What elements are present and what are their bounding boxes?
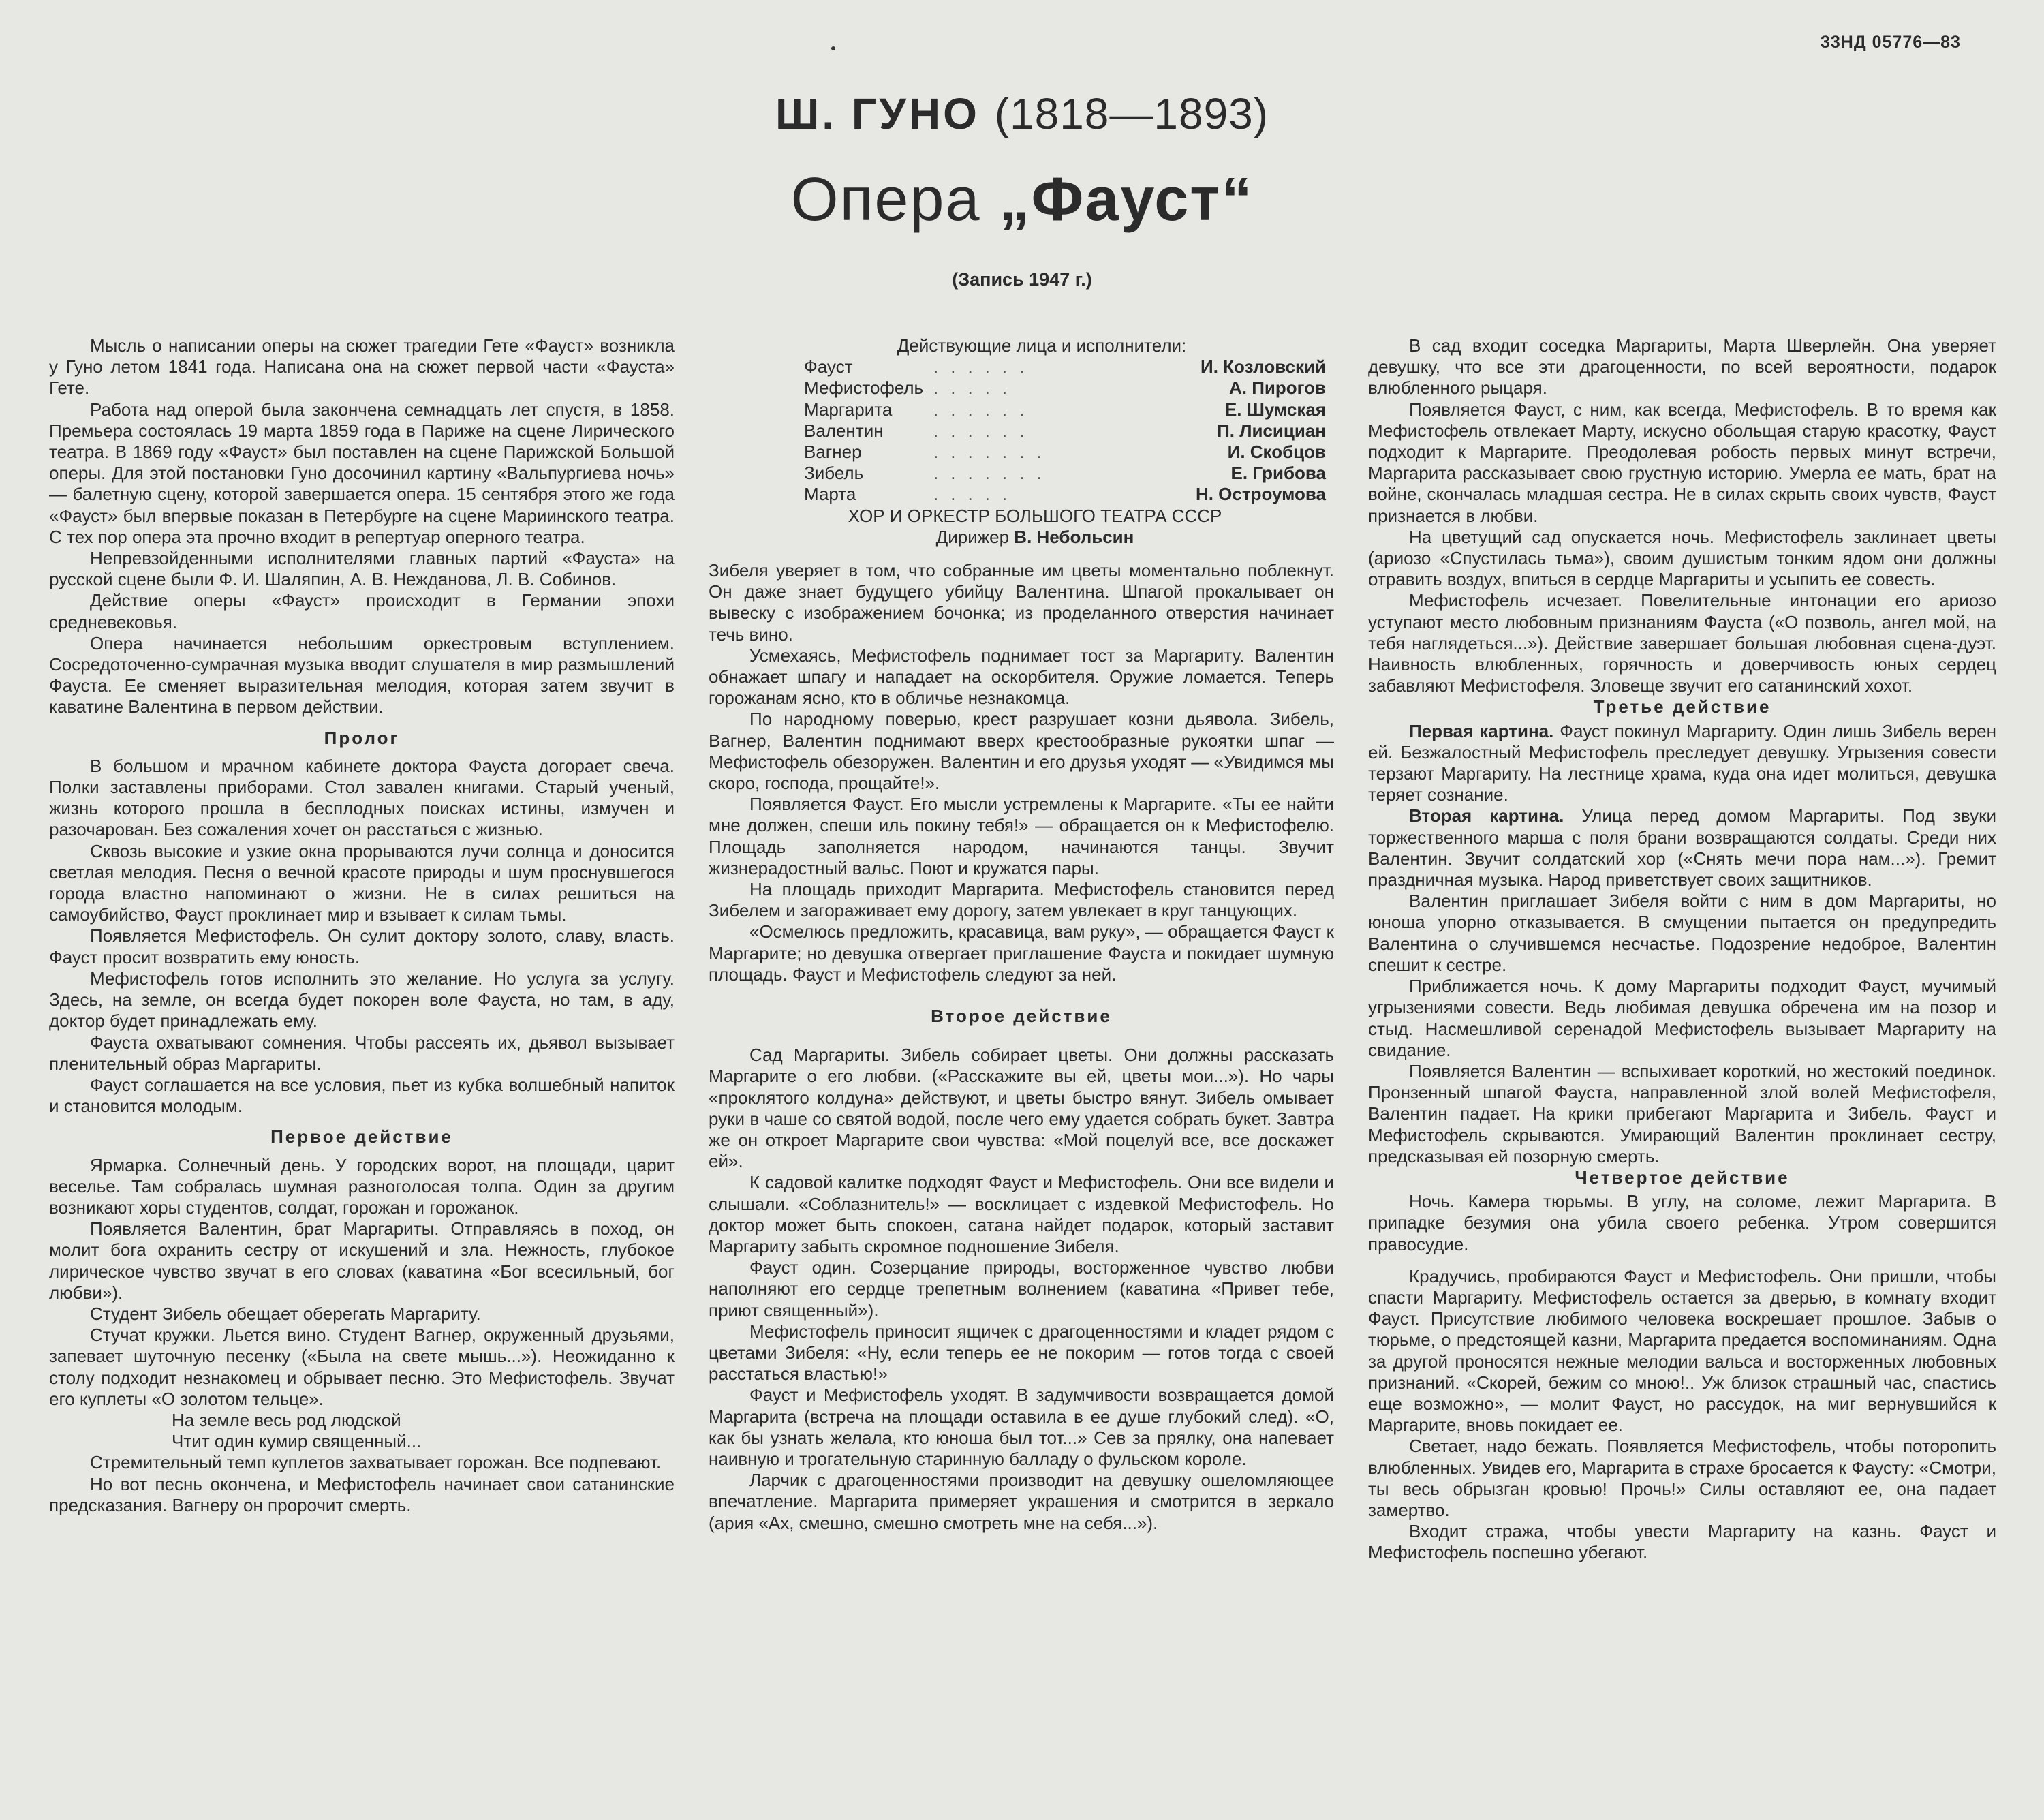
section-heading-act3: Третье действие xyxy=(1593,696,1771,718)
section-heading-prolog: Пролог xyxy=(324,727,400,748)
section-heading-act4: Четвертое действие xyxy=(1575,1167,1790,1188)
column-middle xyxy=(709,335,1334,1534)
verse-line: На земле весь род людской xyxy=(172,1409,401,1430)
column-right xyxy=(1368,335,1996,1564)
cast-heading: Действующие лица и исполнители: xyxy=(897,335,1187,356)
paragraph: Работа над оперой была закончена семнадцать лет спустя, в 1858. Премьера состоялась 19 марта 1859 года в Париже на сцене Лирического театра. В 1869 году «Фауст» был поставлен на сцене Парижской Большой оперы. Для этой постановки Гуно досочинил картину «Вальпургиева ночь» — балетную сцену, которой завершается опера. 15 сентября этого же года «Фауст» был впервые показан в Петербурге на сцене Мариинского театра. С тех пор опера эта прочно входит в репертуар оперного театра. xyxy=(49,399,675,547)
cast-row xyxy=(709,377,1334,399)
catalog-number: 33НД 05776—83 xyxy=(1821,33,1961,52)
paragraph: Мефистофель приносит ящичек с драгоценностями и кладет рядом с цветами Зибеля: «Ну, если теперь ее не покорим — готов тогда с своей расстаться властью!» xyxy=(709,1321,1334,1385)
chorus-credit: ХОР И ОРКЕСТР БОЛЬШОГО ТЕАТРА СССР xyxy=(848,505,1222,526)
paragraph: Фауст и Мефистофель уходят. В задумчивости возвращается домой Маргарита (встреча на площади оставила в ее душе глубокий след). «О, как бы узнать желала, кто юноша был тот...» Сев за прялку, она напевает наивную и трогательную старинную балладу о фульском короле. xyxy=(709,1385,1334,1470)
singer-name: Н. Остроумова xyxy=(1195,484,1326,505)
leader-dots: ...... xyxy=(933,399,1037,420)
paragraph: Сад Маргариты. Зибель собирает цветы. Они должны рассказать Маргарите о его любви. («Расскажите вы ей, цветы мои...»). Но чары «проклятого колдуна» действуют, и цветы быстро вянут. Зибель омывает руки в чаше со святой водой, после чего ему удается собрать букет. Завтра же он откроет Маргарите свои чувства: «Мой поцелуй все, все доскажет ей». xyxy=(709,1045,1334,1172)
cast-row xyxy=(709,420,1334,442)
conductor-label: Дирижер xyxy=(935,526,1010,547)
spacer xyxy=(709,985,1334,996)
spacer xyxy=(709,1034,1334,1045)
role-name: Валентин xyxy=(804,420,884,441)
paragraph: Стучат кружки. Льется вино. Студент Вагнер, окруженный друзьями, запевает шуточную песенку («Была на свете мышь...»). Неожиданно к столу подходит незнакомец и обрывает песню. Это Мефистофель. Звучат его куплеты «О золотом тельце». xyxy=(49,1325,675,1409)
cast-row xyxy=(709,399,1334,420)
paragraph: Студент Зибель обещает оберегать Маргариту. xyxy=(90,1303,481,1324)
singer-name: Е. Грибова xyxy=(1230,463,1326,484)
paragraph: Мефистофель исчезает. Повелительные интонации его ариозо уступают место любовным признаниям Фауста («О позволь, ангел мой, на тебя наглядеться...»). Действие завершает большая любовная сцена-дуэт. Наивность влюбленных, горячность и доверчивость юных сердец забавляют Мефистофеля. Зловеще звучит его сатанинский хохот. xyxy=(1368,590,1996,696)
paragraph: В большом и мрачном кабинете доктора Фауста догорает свеча. Полки заставлены приборами. Стол завален книгами. Старый ученый, жизнь которого прошла в бесплодных поисках истины, измучен и разочарован. Без сожаления хочет он расстаться с жизнью. xyxy=(49,755,675,840)
section-heading-act2: Второе действие xyxy=(931,1005,1112,1026)
composer-heading xyxy=(0,89,2044,139)
paragraph: Появляется Валентин — вспыхивает короткий, но жестокий поединок. Пронзенный шпагой Фауста, направленной злой волей Мефистофеля, Валентин падает. На крики прибегают Маргарита и Зибель. Фауст и Мефистофель скрываются. Умирающий Валентин проклинает сестру, предсказывая ей позорную смерть. xyxy=(1368,1060,1996,1167)
paragraph: Мефистофель готов исполнить это желание. Но услуга за услугу. Здесь, на земле, он всегда будет покорен воле Фауста, но там, в аду, доктор будет принадлежать ему. xyxy=(49,968,675,1032)
paragraph: Крадучись, пробираются Фауст и Мефистофель. Они пришли, чтобы спасти Маргариту. Мефистофель остается за дверью, в комнату входит Фауст. Присутствие любимого человека воскрешает прошлое. Забыв о тюрьме, о предстоящей казни, Маргарита предается воспоминаниям. Одна за другой проносятся нежные мелодии вальса и восторженных любовных признаний. «Скорей, бежим со мною!.. Уж близок страшный час, спастись еще возможно», — молит Фауст, но рассудок, на миг вернувшийся к Маргарите, вновь покидает ее. xyxy=(1368,1265,1996,1436)
paragraph: В сад входит соседка Маргариты, Марта Шверлейн. Она уверяет девушку, что все эти драгоценности, по всей вероятности, подарок влюбленного рыцаря. xyxy=(1368,335,1996,399)
composer-name: Ш. ГУНО xyxy=(775,89,980,138)
singer-name: Е. Шумская xyxy=(1224,399,1326,420)
leader-dots: ..... xyxy=(933,377,1020,399)
role-name: Вагнер xyxy=(804,441,862,462)
paragraph: Действие оперы «Фауст» происходит в Германии эпохи средневековья. xyxy=(49,590,675,632)
paragraph: Усмехаясь, Мефистофель поднимает тост за Маргариту. Валентин обнажает шпагу и нападает на оскорбителя. Оружие ломается. Теперь горожанам ясно, кто в обличье незнакомца. xyxy=(709,645,1334,709)
opera-title xyxy=(0,165,2044,235)
paragraph: Непревзойденными исполнителями главных партий «Фауста» на русской сцене были Ф. И. Шаляпин, А. В. Нежданова, Л. В. Собинов. xyxy=(49,548,675,590)
singer-name: И. Скобцов xyxy=(1227,441,1326,462)
paragraph: «Осмелюсь предложить, красавица, вам руку», — обращается Фауст к Маргарите; но девушка отвергает приглашение Фауста и покидает шумную площадь. Фауст и Мефистофель следуют за ней. xyxy=(709,921,1334,985)
paragraph-text: Фауст покинул Маргариту. Один лишь Зибель верен ей. Безжалостный Мефистофель преследует девушку. Угрызения совести терзают Маргариту. На лестнице храма, куда она идет молиться, девушка теряет сознание. xyxy=(1368,720,1996,805)
paragraph: Зибеля уверяет в том, что собранные им цветы моментально поблекнут. Он даже знает будущего убийцу Валентина. Шпагой прокалывает он вывеску с изображением бочонка; из проделанного отверстия начинает течь вино. xyxy=(709,559,1334,645)
leader-dots: ..... xyxy=(933,484,1020,505)
paragraph: На площадь приходит Маргарита. Мефистофель становится перед Зибелем и загораживает ему дорогу, затем увлекает в круг танцующих. xyxy=(709,878,1334,921)
paragraph: Стремительный темп куплетов захватывает горожан. Все подпевают. xyxy=(90,1452,662,1473)
singer-name: И. Козловский xyxy=(1201,356,1326,377)
paragraph: Фауст соглашается на все условия, пьет из кубка волшебный напиток и становится молодым. xyxy=(49,1074,675,1117)
scene-label: Вторая картина. xyxy=(1409,805,1564,827)
role-name: Фауст xyxy=(804,356,853,377)
paragraph: Входит стража, чтобы увести Маргариту на казнь. Фауст и Мефистофель поспешно убегают. xyxy=(1368,1521,1996,1563)
cast-row xyxy=(709,356,1334,377)
leader-dots: ...... xyxy=(933,420,1037,441)
column-left xyxy=(49,335,675,1516)
leader-dots: ....... xyxy=(933,463,1054,484)
paragraph: На цветущий сад опускается ночь. Мефистофель заклинает цветы (ариозо «Спустилась тьма»), своим душистым тонким ядом они должны отравить воздух, впиться в сердце Маргариты и усыпить ее совесть. xyxy=(1368,526,1996,590)
paragraph xyxy=(1368,805,1996,891)
paragraph: К садовой калитке подходят Фауст и Мефистофель. Они все видели и слышали. «Соблазнитель!» — восклицает с издевкой Мефистофель. Но доктор может быть спокоен, сатана найдет подарок, который заставит Маргариту забыть скромное подношение Зибеля. xyxy=(709,1172,1334,1257)
section-heading-act1: Первое действие xyxy=(270,1126,453,1147)
spacer xyxy=(1368,1255,1996,1266)
role-name: Зибель xyxy=(804,463,864,484)
paragraph: Но вот песнь окончена, и Мефистофель начинает свои сатанинские предсказания. Вагнеру он пророчит смерть. xyxy=(49,1473,675,1515)
paragraph xyxy=(1368,721,1996,806)
singer-name: А. Пирогов xyxy=(1228,377,1326,399)
cast-list xyxy=(709,335,1334,548)
conductor-name: В. Небольсин xyxy=(1014,526,1134,547)
paragraph: Появляется Фауст, с ним, как всегда, Мефистофель. В то время как Мефистофель отвлекает Марту, искусно обольщая старую красотку, Фауст подходит к Маргарите. Преодолевая робость первых минут встречи, Маргарита рассказывает свою грустную историю. Умерла ее мать, брат на войне, скончалась младшая сестра. Не в силах скрыть своих чувств, Фауст признается в любви. xyxy=(1368,399,1996,526)
cast-row xyxy=(709,463,1334,484)
conductor-credit xyxy=(736,527,1334,548)
recording-year: (Запись 1947 г.) xyxy=(952,269,1092,290)
composer-years: (1818—1893) xyxy=(994,89,1269,138)
paragraph-text: Улица перед домом Маргариты. Под звуки торжественного марша с поля брани возвращаются солдаты. Среди них Валентин. Звучит солдатский хор («Снять мечи пора нам...»). Гремит праздничная музыка. Народ приветствует своих защитников. xyxy=(1368,805,1996,891)
role-name: Марта xyxy=(804,484,856,505)
opera-name: „Фауст“ xyxy=(999,166,1254,234)
scene-label: Первая картина. xyxy=(1409,720,1554,741)
cast-row xyxy=(709,484,1334,505)
paragraph: Появляется Фауст. Его мысли устремлены к Маргарите. «Ты ее найти мне должен, спеши иль покину тебя!» — обращается он к Мефистофелю. Площадь заполняется народом, начинаются танцы. Звучит жизнерадостный вальс. Поют и кружатся пары. xyxy=(709,794,1334,878)
paragraph: По народному поверью, крест разрушает козни дьявола. Зибель, Вагнер, Валентин поднимают вверх крестообразные рукоятки шпаг — Мефистофель обезоружен. Валентин и его друзья уходят — «Увидимся мы скоро, господа, прощайте!». xyxy=(709,709,1334,793)
leader-dots: ....... xyxy=(933,441,1054,462)
paragraph: Мысль о написании оперы на сюжет трагедии Гете «Фауст» возникла у Гуно летом 1841 года. Написана она на сюжет первой части «Фауста» Гете. xyxy=(49,335,675,399)
role-name: Маргарита xyxy=(804,399,893,420)
leader-dots: ...... xyxy=(933,356,1037,377)
paragraph: Ларчик с драгоценностями производит на девушку ошеломляющее впечатление. Маргарита примеряет украшения и смотрится в зеркало (ария «Ах, смешно, смешно смотреть мне на себя...»). xyxy=(709,1470,1334,1533)
paragraph: Светает, надо бежать. Появляется Мефистофель, чтобы поторопить влюбленных. Увидев его, Маргарита в страхе бросается к Фаусту: «Смотри, ты весь обрызган кровью! Прочь!» Силы оставляют ее, она падает замертво. xyxy=(1368,1436,1996,1520)
cast-row xyxy=(709,442,1334,463)
paragraph: Ярмарка. Солнечный день. У городских ворот, на площади, царит веселье. Там собралась шумная разноголосая толпа. Один за другим возникают хоры студентов, солдат, горожан и горожанок. xyxy=(49,1154,675,1218)
paragraph: Валентин приглашает Зибеля войти с ним в дом Маргариты, но юноша упорно отказывается. В смущении пытается он предупредить Валентина о случившемся несчастье. Подозрение недоброе, Валентин спешит к сестре. xyxy=(1368,891,1996,975)
paragraph: Фауст один. Созерцание природы, восторженное чувство любви наполняют его сердце трепетным волнением (каватина «Привет тебе, приют священный»). xyxy=(709,1257,1334,1321)
opera-prefix: Опера xyxy=(790,166,981,234)
paragraph: Приближается ночь. К дому Маргариты подходит Фауст, мучимый угрызениями совести. Ведь любимая девушка обречена им на позор и стыд. Насмешливой серенадой Мефистофель вызывает Маргариту на свидание. xyxy=(1368,976,1996,1060)
paragraph: Опера начинается небольшим оркестровым вступлением. Сосредоточенно-сумрачная музыка вводит слушателя в мир размышлений Фауста. Ее сменяет выразительная мелодия, которая затем звучит в каватине Валентина в первом действии. xyxy=(49,632,675,718)
paragraph: Сквозь высокие и узкие окна прорываются лучи солнца и доносится светлая мелодия. Песня о вечной красоте природы и шум проснувшегося города властно напоминают о жизни. Не в силах решиться на самоубийство, Фауст проклинает мир и взывает к силам тьмы. xyxy=(49,840,675,925)
paragraph: Появляется Мефистофель. Он сулит доктору золото, славу, власть. Фауст просит возвратить ему юность. xyxy=(49,925,675,968)
paragraph: Фауста охватывают сомнения. Чтобы рассеять их, дьявол вызывает пленительный образ Маргариты. xyxy=(49,1032,675,1074)
print-speck xyxy=(831,46,835,50)
verse-line: Чтит один кумир священный... xyxy=(172,1431,422,1452)
role-name: Мефистофель xyxy=(804,377,924,399)
singer-name: П. Лисициан xyxy=(1217,420,1326,441)
paragraph: Появляется Валентин, брат Маргариты. Отправляясь в поход, он молит бога охранить сестру от искушений и зла. Нежность, глубокое лирическое чувство звучат в его словах (каватина «Бог всесильный, бог любви»). xyxy=(49,1218,675,1303)
paragraph: Ночь. Камера тюрьмы. В углу, на соломе, лежит Маргарита. В припадке безумия она убила своего ребенка. Утром совершится правосудие. xyxy=(1368,1191,1996,1254)
